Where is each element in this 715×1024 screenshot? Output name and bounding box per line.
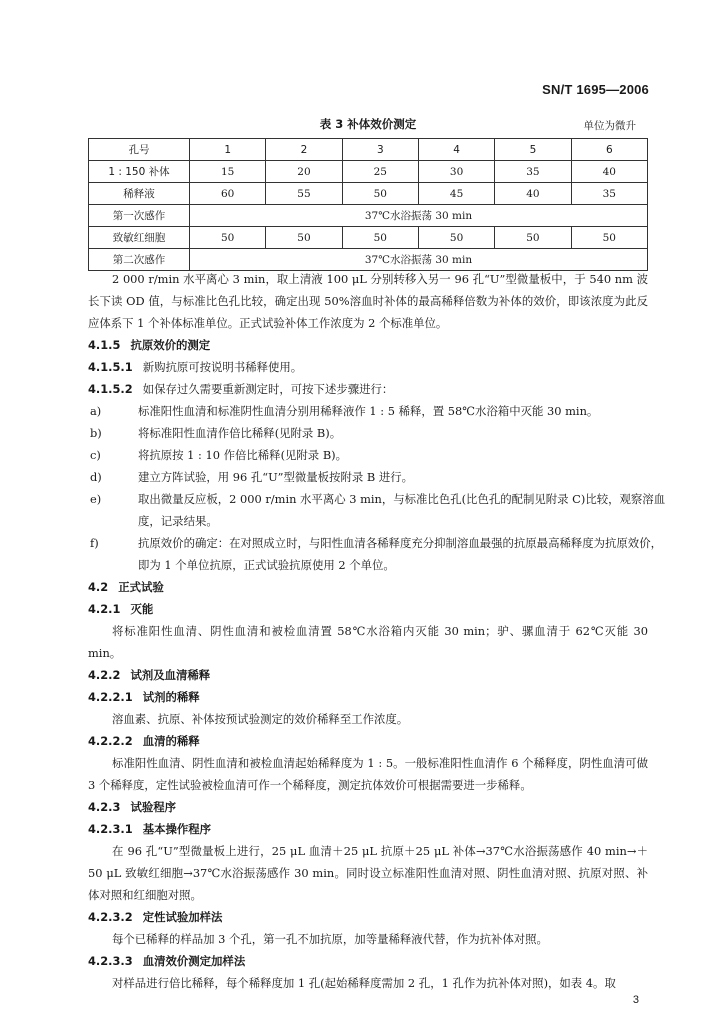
section-number: 4.2.3 — [88, 800, 121, 814]
table-cell: 20 — [266, 161, 342, 183]
list-item-text: 取出微量反应板，2 000 r/min 水平离心 3 min，与标准比色孔(比色孔的配制见附录 C)比较，观察溶血度，记录结果。 — [138, 492, 666, 528]
section-number: 4.2.3.1 — [88, 822, 133, 836]
clause — [88, 378, 648, 400]
table-span-cell: 37℃水浴振荡 30 min — [190, 249, 648, 271]
list-item-text: 将标准阳性血清作倍比稀释(见附录 B)。 — [138, 426, 342, 440]
section-heading — [88, 664, 210, 686]
clause — [88, 356, 648, 378]
table-cell: 30 — [418, 161, 494, 183]
section-heading — [88, 686, 200, 708]
list-marker: a) — [90, 404, 102, 418]
table-header-cell: 2 — [266, 139, 342, 161]
section-heading — [88, 906, 222, 928]
section-number: 4.2.2.2 — [88, 734, 133, 748]
table-header-cell: 6 — [571, 139, 647, 161]
row-label: 第二次感作 — [89, 249, 190, 271]
row-label: 第一次感作 — [89, 205, 190, 227]
table-cell: 40 — [571, 161, 647, 183]
section-title: 基本操作程序 — [142, 822, 212, 836]
table-title: 表 3 补体效价测定 — [319, 117, 417, 131]
table-cell: 35 — [571, 183, 647, 205]
table-span-cell: 37℃水浴振荡 30 min — [190, 205, 648, 227]
section-number: 4.2.1 — [88, 602, 121, 616]
section-title: 试验程序 — [130, 800, 177, 814]
paragraph-qualitative-loading: 每个已稀释的样品加 3 个孔，第一孔不加抗原，加等量稀释液代替，作为抗补体对照。 — [112, 932, 548, 946]
paragraph-reagent-dilution: 溶血素、抗原、补体按预试验测定的效价稀释至工作浓度。 — [112, 712, 409, 726]
section-number: 4.2 — [88, 580, 109, 594]
list-item-text: 标准阳性血清和标准阴性血清分别用稀释液作 1 : 5 稀释，置 58℃水浴箱中灭能 30 min。 — [138, 404, 599, 418]
list-item-text: 将抗原按 1 : 10 作倍比稀释(见附录 B)。 — [138, 448, 348, 462]
table-cell: 35 — [495, 161, 571, 183]
row-label: 1 : 150 补体 — [89, 161, 190, 183]
table-header-cell: 4 — [418, 139, 494, 161]
paragraph-centrifuge: 2 000 r/min 水平离心 3 min，取上清液 100 μL 分别转移入另一 96 孔“U”型微量板中，于 540 nm 波长下读 OD 值，与标准比色孔比较，确定出现 50%溶血时补体的最高稀释倍数为补体的效价，即该浓度为此反应体系下 1 个补体标准单位。正式试验补体工作浓度为 2 个标准单位。 — [88, 272, 648, 331]
table-row — [89, 161, 648, 183]
standard-number: SN/T 1695—2006 — [542, 82, 649, 97]
table-header-cell: 1 — [190, 139, 266, 161]
table-cell: 50 — [495, 227, 571, 249]
list-item — [90, 488, 672, 532]
section-heading — [88, 818, 211, 840]
clause-text: 如保存过久需要重新测定时，可按下述步骤进行： — [142, 382, 394, 396]
section-number: 4.2.3.3 — [88, 954, 133, 968]
section-heading — [88, 334, 210, 356]
section-number: 4.1.5 — [88, 338, 121, 352]
list-marker: b) — [90, 426, 102, 440]
clause-text: 新购抗原可按说明书稀释使用。 — [142, 360, 303, 374]
table-caption — [88, 116, 648, 134]
clause-number: 4.1.5.2 — [88, 382, 133, 396]
list-item — [90, 400, 672, 422]
table-cell: 50 — [342, 227, 418, 249]
table-row — [89, 183, 648, 205]
section-heading — [88, 598, 153, 620]
section-title: 试剂的稀释 — [142, 690, 200, 704]
table-row — [89, 205, 648, 227]
section-heading — [88, 730, 200, 752]
section-title: 定性试验加样法 — [142, 910, 223, 924]
list-item-text: 抗原效价的确定：在对照成立时，与阳性血清各稀释度充分抑制溶血最强的抗原最高稀释度为抗原效价，即为 1 个单位抗原，正式试验抗原使用 2 个单位。 — [138, 536, 662, 572]
section-heading — [88, 576, 164, 598]
table-unit: 单位为微升 — [583, 120, 636, 132]
section-title: 试剂及血清稀释 — [130, 668, 211, 682]
section-title: 正式试验 — [118, 580, 164, 594]
table-cell: 55 — [266, 183, 342, 205]
section-heading — [88, 950, 245, 972]
row-label: 稀释液 — [89, 183, 190, 205]
table-cell: 50 — [418, 227, 494, 249]
list-item — [90, 444, 672, 466]
clause-number: 4.1.5.1 — [88, 360, 133, 374]
table-cell: 50 — [571, 227, 647, 249]
section-number: 4.2.2 — [88, 668, 121, 682]
table-cell: 60 — [190, 183, 266, 205]
table-cell: 25 — [342, 161, 418, 183]
list-marker: f) — [90, 536, 99, 550]
list-marker: d) — [90, 470, 102, 484]
section-title: 灭能 — [130, 602, 154, 616]
table-header-cell: 5 — [495, 139, 571, 161]
table-cell: 50 — [342, 183, 418, 205]
section-title: 血清效价测定加样法 — [142, 954, 246, 968]
paragraph-inactivation: 将标准阳性血清、阴性血清和被检血清置 58℃水浴箱内灭能 30 min；驴、骡血清于 62℃灭能 30 min。 — [88, 624, 648, 661]
table-cell: 50 — [266, 227, 342, 249]
section-title: 抗原效价的测定 — [130, 338, 211, 352]
section-number: 4.2.2.1 — [88, 690, 133, 704]
paragraph-titer-loading: 对样品进行倍比稀释，每个稀释度加 1 孔(起始稀释度需加 2 孔，1 孔作为抗补体对照)，如表 4。取 — [112, 976, 616, 990]
complement-titer-table — [88, 138, 648, 271]
page-number: 3 — [632, 994, 639, 1006]
table-cell: 15 — [190, 161, 266, 183]
row-label: 致敏红细胞 — [89, 227, 190, 249]
list-item — [90, 422, 672, 444]
list-item — [90, 466, 672, 488]
list-item — [90, 532, 672, 576]
table-header-cell: 3 — [342, 139, 418, 161]
table-cell: 40 — [495, 183, 571, 205]
section-title: 血清的稀释 — [142, 734, 200, 748]
paragraph-serum-dilution: 标准阳性血清、阴性血清和被检血清起始稀释度为 1 : 5。一般标准阳性血清作 6 个稀释度，阴性血清可做 3 个稀释度，定性试验被检血清可作一个稀释度，测定抗体效价可根据需要进一步稀释。 — [88, 756, 648, 793]
section-number: 4.2.3.2 — [88, 910, 133, 924]
table-row — [89, 227, 648, 249]
section-heading — [88, 796, 176, 818]
list-marker: e) — [90, 492, 102, 506]
list-item-text: 建立方阵试验，用 96 孔“U”型微量板按附录 B 进行。 — [138, 470, 414, 484]
table-header-cell: 孔号 — [89, 139, 190, 161]
paragraph-basic-procedure: 在 96 孔“U”型微量板上进行，25 μL 血清＋25 μL 抗原＋25 μL 补体→37℃水浴振荡感作 40 min→＋50 μL 致敏红细胞→37℃水浴振荡感作 30 min。同时设立标准阳性血清对照、阴性血清对照、抗原对照、补体对照和红细胞对照。 — [88, 844, 648, 903]
list-marker: c) — [90, 448, 101, 462]
table-cell: 50 — [190, 227, 266, 249]
table-cell: 45 — [418, 183, 494, 205]
table-header-row — [89, 139, 648, 161]
